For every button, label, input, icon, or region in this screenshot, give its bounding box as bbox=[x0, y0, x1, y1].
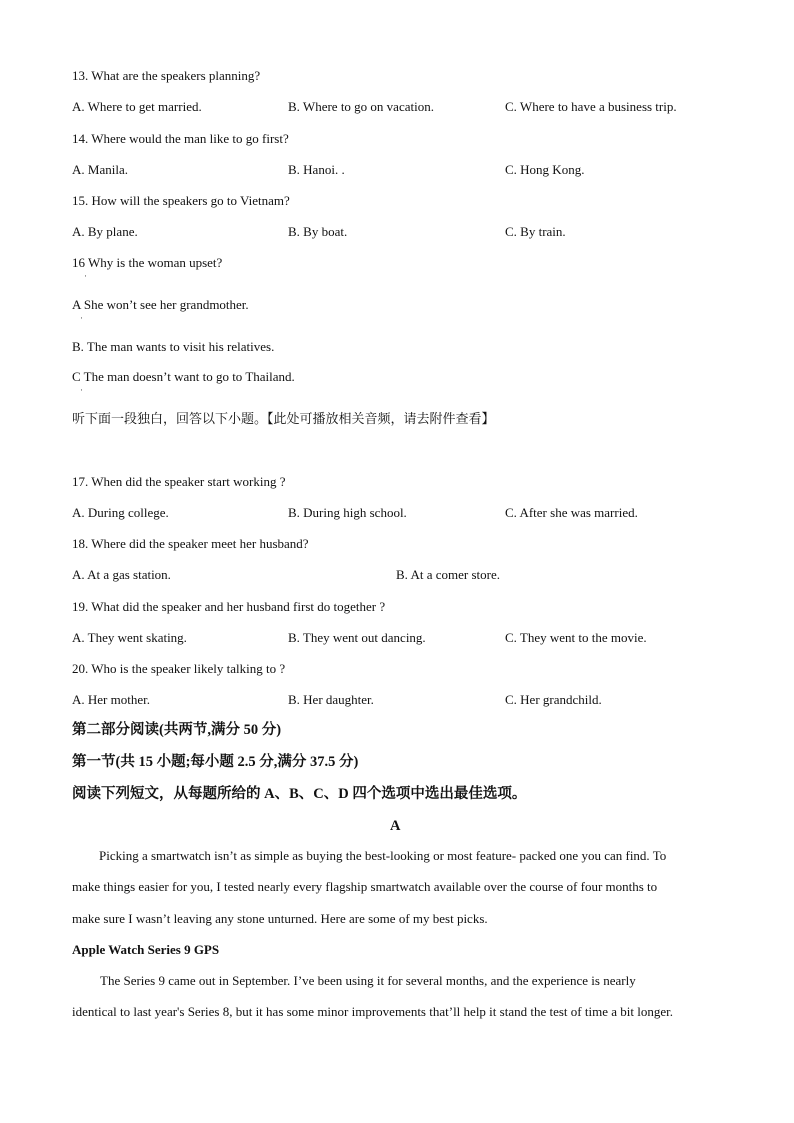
q16-option-b: B. The man wants to visit his relatives. bbox=[72, 339, 275, 354]
passage-body-line-1: The Series 9 came out in September. I’ve been using it for several months, and the experience is nearly bbox=[100, 973, 636, 988]
q13-option-c: C. Where to have a business trip. bbox=[505, 99, 677, 114]
q13-option-b: B. Where to go on vacation. bbox=[288, 99, 434, 114]
question-15: 15. How will the speakers go to Vietnam? bbox=[72, 193, 290, 208]
monologue-instruction: 听下面一段独白，回答以下小题。【此处可播放相关音频，请去附件查看】 bbox=[72, 412, 495, 427]
q19-option-b: B. They went out dancing. bbox=[288, 630, 426, 645]
q19-option-c: C. They went to the movie. bbox=[505, 630, 647, 645]
scan-dot-mark: · bbox=[80, 385, 83, 395]
q16-option-c: C The man doesn’t want to go to Thailand. bbox=[72, 369, 295, 384]
scan-dot-mark: · bbox=[80, 313, 83, 323]
part-two-heading: 第二部分阅读(共两节,满分 50 分) bbox=[72, 722, 282, 738]
section-one-heading: 第一节(共 15 小题;每小题 2.5 分,满分 37.5 分) bbox=[72, 754, 359, 770]
reading-instruction: 阅读下列短文，从每题所给的 A、B、C、D 四个选项中选出最佳选项。 bbox=[72, 786, 527, 802]
question-20: 20. Who is the speaker likely talking to ? bbox=[72, 661, 286, 676]
passage-line-1: Picking a smartwatch isn’t as simple as buying the best-looking or most feature- packed one you can find. To bbox=[99, 848, 667, 863]
question-16: 16 Why is the woman upset? bbox=[72, 255, 223, 270]
scan-dot-mark: · bbox=[84, 271, 87, 281]
q14-option-b: B. Hanoi. . bbox=[288, 162, 345, 177]
q20-option-c: C. Her grandchild. bbox=[505, 692, 602, 707]
question-19: 19. What did the speaker and her husband first do together ? bbox=[72, 599, 386, 614]
q15-option-c: C. By train. bbox=[505, 224, 566, 239]
passage-subheading: Apple Watch Series 9 GPS bbox=[72, 942, 220, 957]
q13-option-a: A. Where to get married. bbox=[72, 99, 202, 114]
question-13: 13. What are the speakers planning? bbox=[72, 68, 261, 83]
passage-body-line-2: identical to last year's Series 8, but it has some minor improvements that’ll help it stand the test of time a bit longer. bbox=[72, 1004, 673, 1019]
q20-option-b: B. Her daughter. bbox=[288, 692, 374, 707]
question-18: 18. Where did the speaker meet her husband? bbox=[72, 536, 309, 551]
passage-line-3: make sure I wasn’t leaving any stone unturned. Here are some of my best picks. bbox=[72, 911, 488, 926]
question-14: 14. Where would the man like to go first? bbox=[72, 131, 289, 146]
q20-option-a: A. Her mother. bbox=[72, 692, 150, 707]
q15-option-b: B. By boat. bbox=[288, 224, 348, 239]
q17-option-b: B. During high school. bbox=[288, 505, 407, 520]
q15-option-a: A. By plane. bbox=[72, 224, 138, 239]
q18-option-a: A. At a gas station. bbox=[72, 567, 171, 582]
q19-option-a: A. They went skating. bbox=[72, 630, 187, 645]
q14-option-c: C. Hong Kong. bbox=[505, 162, 585, 177]
passage-line-2: make things easier for you, I tested nearly every flagship smartwatch available over the course of four months to bbox=[72, 879, 658, 894]
question-17: 17. When did the speaker start working ? bbox=[72, 474, 286, 489]
q16-option-a: A She won’t see her grandmother. bbox=[72, 297, 249, 312]
q17-option-c: C. After she was married. bbox=[505, 505, 638, 520]
q18-option-b: B. At a comer store. bbox=[396, 567, 500, 582]
passage-letter: A bbox=[390, 818, 401, 834]
q14-option-a: A. Manila. bbox=[72, 162, 128, 177]
q17-option-a: A. During college. bbox=[72, 505, 169, 520]
